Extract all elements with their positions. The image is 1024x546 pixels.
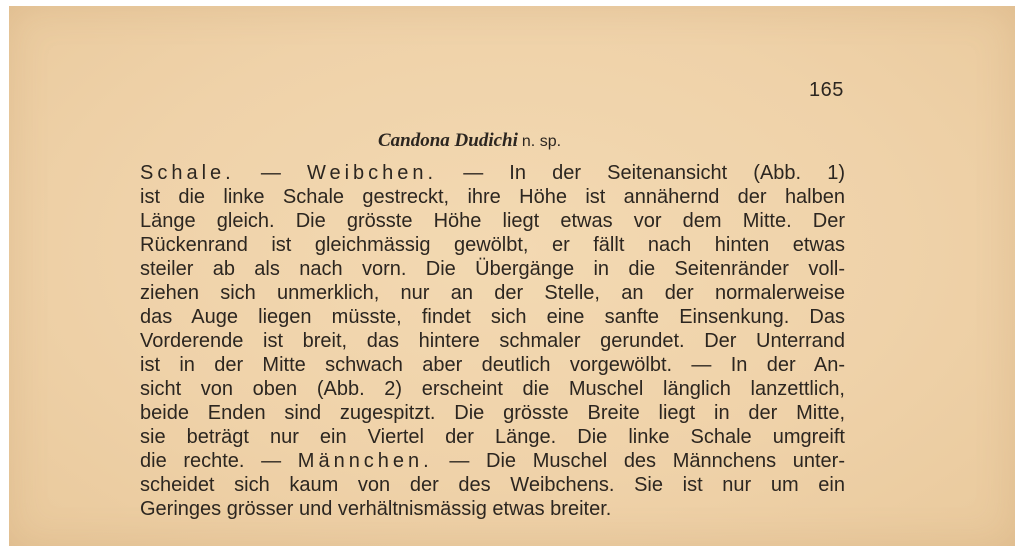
text-line: sicht von oben (Abb. 2) erscheint die Muschel länglich lanzettlich, <box>140 378 845 400</box>
line-rest: — In der Seitenansicht (Abb. 1) <box>437 162 845 184</box>
term-maennchen: Männchen. <box>297 450 433 472</box>
scanned-page <box>9 6 1015 546</box>
term-schale: Schale. <box>140 162 235 184</box>
line-pre: die rechte. — <box>140 450 298 472</box>
text-line: Geringes grösser und verhältnismässig etwas breiter. <box>140 498 612 520</box>
text-line: Vorderende ist breit, das hintere schmaler gerundet. Der Unterrand <box>140 330 845 352</box>
text-line: scheidet sich kaum von der des Weibchens. Sie ist nur um ein <box>140 474 845 496</box>
species-name: Candona Dudichi <box>378 130 518 151</box>
text-line: das Auge liegen müsste, findet sich eine sanfte Einsenkung. Das <box>140 306 845 328</box>
species-heading <box>378 130 561 152</box>
species-suffix: n. sp. <box>521 133 562 150</box>
text-line: Rückenrand ist gleichmässig gewölbt, er fällt nach hinten etwas <box>140 234 845 256</box>
text-line: Länge gleich. Die grösste Höhe liegt etwas vor dem Mitte. Der <box>140 210 845 232</box>
text-line <box>140 449 845 473</box>
line-post: — Die Muschel des Männchens unter- <box>432 450 845 472</box>
dash: — <box>234 162 307 184</box>
text-line: beide Enden sind zugespitzt. Die grösste Breite liegt in der Mitte, <box>140 402 845 424</box>
description-paragraph <box>140 161 845 521</box>
text-line: steiler ab als nach vorn. Die Übergänge in die Seitenränder voll- <box>140 258 845 280</box>
page-number: 165 <box>809 79 844 101</box>
term-weibchen: Weibchen. <box>306 162 438 184</box>
text-line: ist die linke Schale gestreckt, ihre Höhe ist annähernd der halben <box>140 186 845 208</box>
text-line: ist in der Mitte schwach aber deutlich vorgewölbt. — In der An- <box>140 354 845 376</box>
text-line: ziehen sich unmerklich, nur an der Stelle, an der normalerweise <box>140 282 845 304</box>
text-line: sie beträgt nur ein Viertel der Länge. Die linke Schale umgreift <box>140 426 845 448</box>
text-line <box>140 161 845 185</box>
